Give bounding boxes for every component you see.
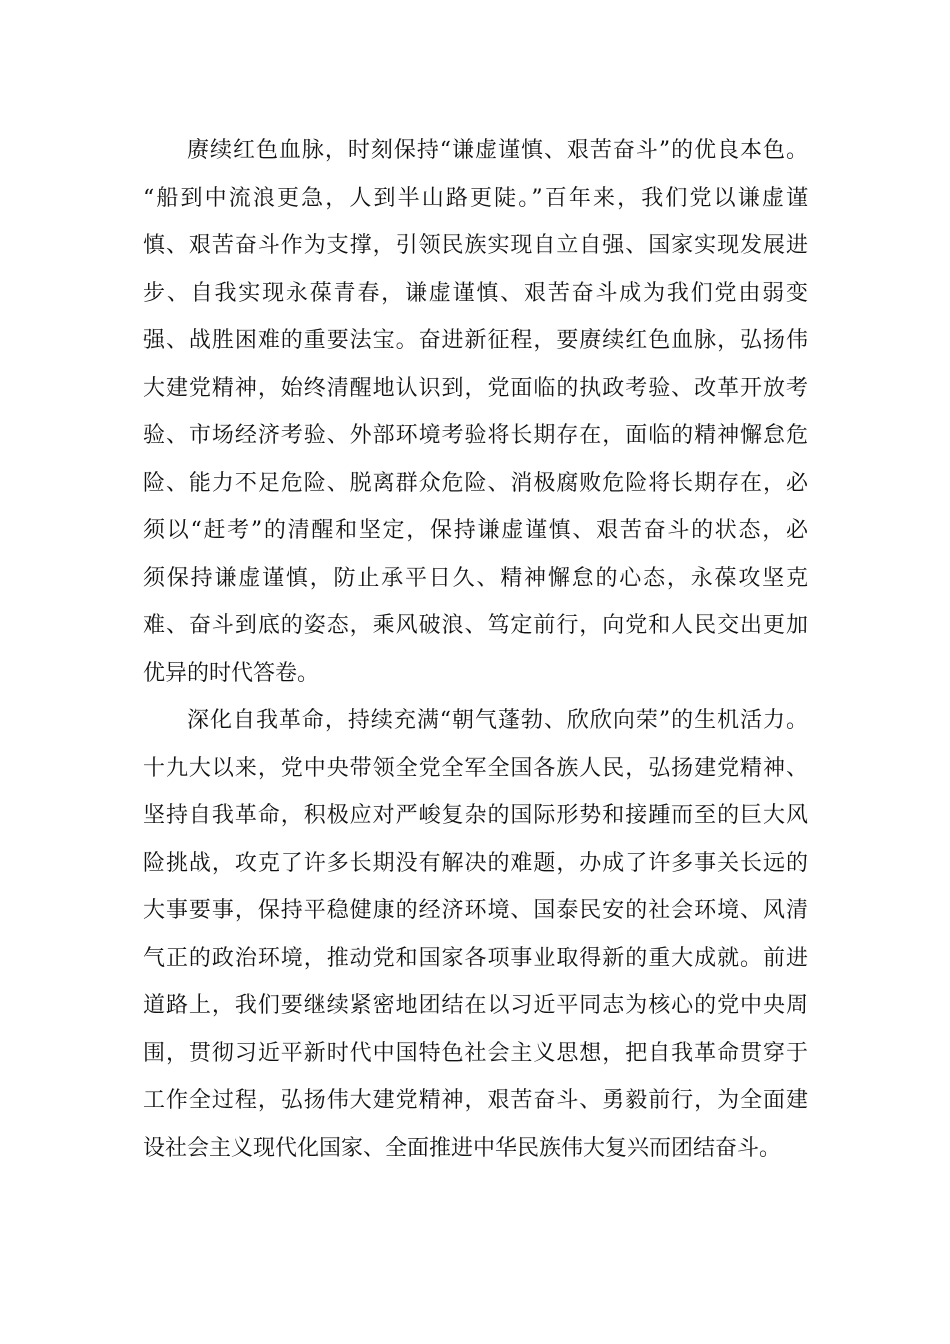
paragraph-line: 优异的时代答卷。: [143, 660, 320, 686]
paragraph-line: 须以“赶考”的清醒和坚定，保持谦虚谨慎、艰苦奋斗的状态，必: [143, 518, 808, 543]
paragraph-line: 验、市场经济考验、外部环境考验将长期存在，面临的精神懈怠危: [143, 423, 808, 448]
paragraph-line: 难、奋斗到底的姿态，乘风破浪、笃定前行，向党和人民交出更加: [143, 613, 808, 638]
paragraph-line: 气正的政治环境，推动党和国家各项事业取得新的重大成就。前进: [143, 945, 808, 971]
paragraph-line: 深化自我革命，持续充满“朝气蓬勃、欣欣向荣”的生机活力。: [187, 708, 808, 733]
paragraph-line: 险挑战，攻克了许多长期没有解决的难题，办成了许多事关长远的: [143, 850, 808, 876]
paragraph-line: 大事要事，保持平稳健康的经济环境、国泰民安的社会环境、风清: [143, 898, 808, 923]
paragraph-line: 强、战胜困难的重要法宝。奋进新征程，要赓续红色血脉，弘扬伟: [143, 328, 808, 353]
paragraph-line: 围，贯彻习近平新时代中国特色社会主义思想，把自我革命贯穿于: [143, 1040, 808, 1066]
paragraph-line: 十九大以来，党中央带领全党全军全国各族人民，弘扬建党精神、: [143, 755, 808, 781]
paragraph-line: 设社会主义现代化国家、全面推进中华民族伟大复兴而团结奋斗。: [143, 1135, 782, 1161]
paragraph-line: 险、能力不足危险、脱离群众危险、消极腐败危险将长期存在，必: [143, 470, 808, 496]
paragraph-line: 赓续红色血脉，时刻保持“谦虚谨慎、艰苦奋斗”的优良本色。: [187, 138, 808, 163]
document-body: [143, 127, 808, 1172]
paragraph-heritage: [143, 127, 808, 697]
paragraph-line: 坚持自我革命，积极应对严峻复杂的国际形势和接踵而至的巨大风: [143, 803, 808, 828]
paragraph-line: 步、自我实现永葆青春，谦虚谨慎、艰苦奋斗成为我们党由弱变: [143, 280, 808, 306]
paragraph-line: 大建党精神，始终清醒地认识到，党面临的执政考验、改革开放考: [143, 375, 808, 401]
paragraph-line: “船到中流浪更急，人到半山路更陡。”百年来，我们党以谦虚谨: [143, 185, 808, 211]
paragraph-line: 工作全过程，弘扬伟大建党精神，艰苦奋斗、勇毅前行，为全面建: [143, 1088, 808, 1113]
paragraph-line: 须保持谦虚谨慎，防止承平日久、精神懈怠的心态，永葆攻坚克: [143, 565, 808, 591]
paragraph-line: 道路上，我们要继续紧密地团结在以习近平同志为核心的党中央周: [143, 993, 808, 1018]
paragraph-self-revolution: [143, 697, 808, 1172]
paragraph-line: 慎、艰苦奋斗作为支撑，引领民族实现自立自强、国家实现发展进: [143, 233, 808, 258]
